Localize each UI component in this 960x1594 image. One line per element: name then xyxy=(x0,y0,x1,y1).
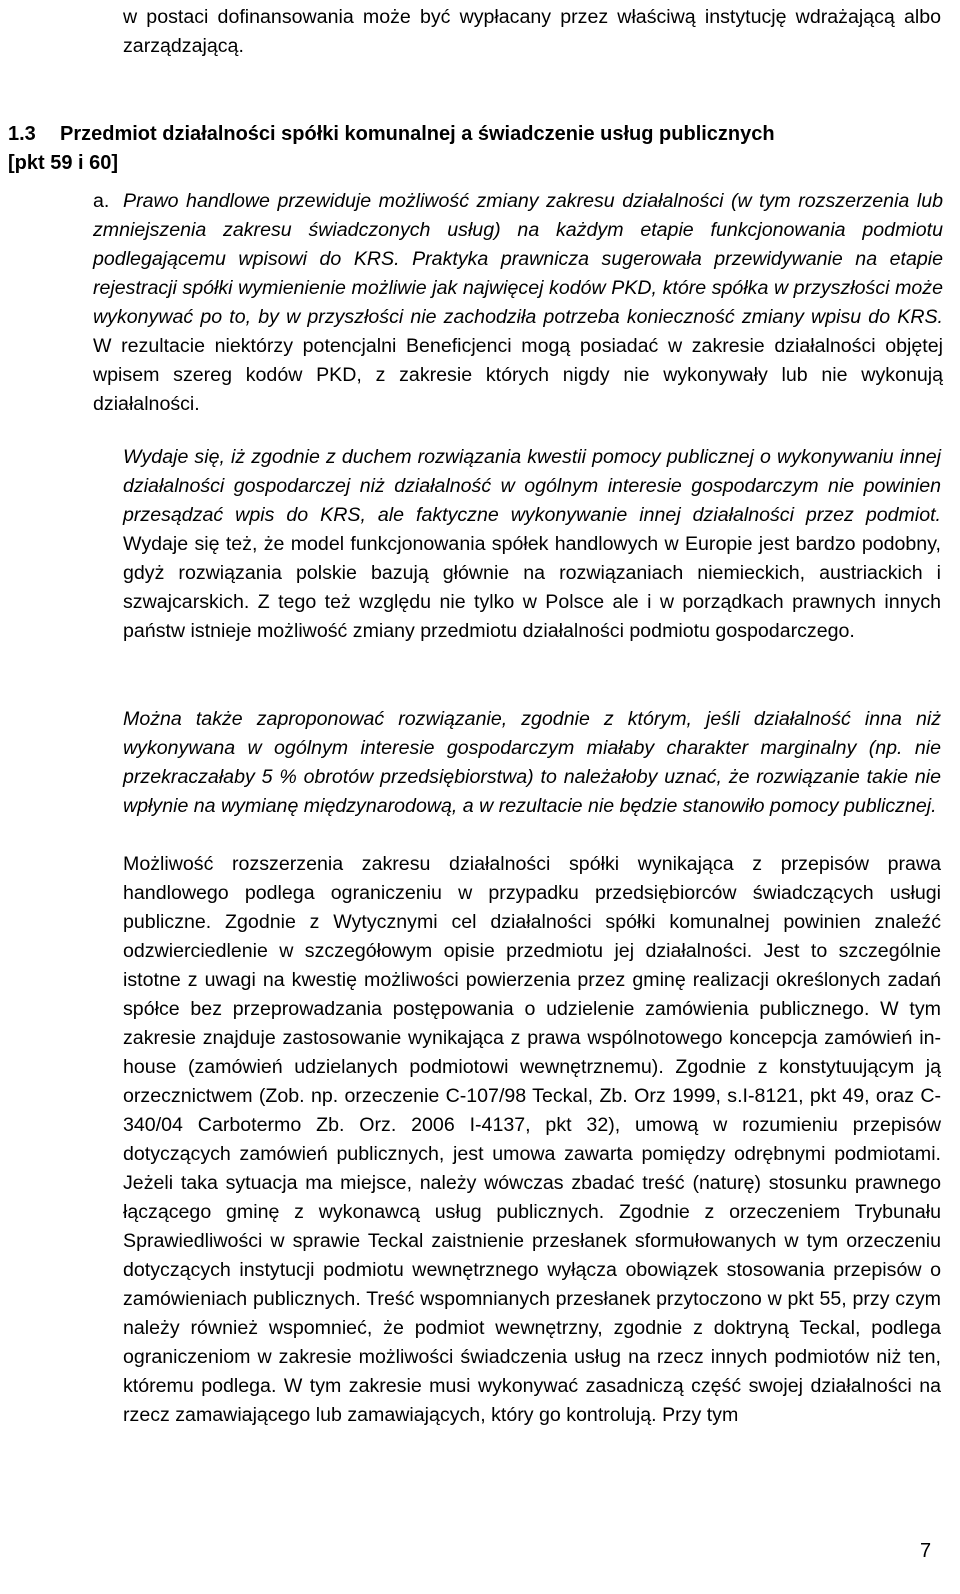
item-a-upright-text: W rezultacie niektórzy potencjalni Beneficjenci mogą posiadać w zakresie działalności objętej wpisem szereg kodów PKD, z zakresie których nigdy nie wykonywały lub nie wykonują działalności. xyxy=(93,335,943,415)
page-number: 7 xyxy=(920,1540,932,1562)
list-item-a xyxy=(93,187,943,419)
intro-paragraph: w postaci dofinansowania może być wypłacany przez właściwą instytucję wdrażającą albo zarządzającą. xyxy=(123,6,941,57)
paragraph-3: Można także zaproponować rozwiązanie, zgodnie z którym, jeśli działalność inna niż wykonywana w ogólnym interesie gospodarczym miałaby charakter marginalny (np. nie przekraczałaby 5 % obrotów przedsiębiorstwa) to należałoby uznać, że rozwiązanie takie nie wpłynie na wymianę międzynarodową, a w rezultacie nie będzie stanowiło pomocy publicznej. xyxy=(123,708,941,817)
list-marker: a. xyxy=(93,190,110,212)
paragraph-4: Możliwość rozszerzenia zakresu działalności spółki wynikająca z przepisów prawa handlowego podlega ograniczeniu w przypadku przedsiębiorców świadczących usługi publiczne. Zgodnie z Wytycznymi cel działalności spółki komunalnej powinien znaleźć odzwierciedlenie w szczegółowym opisie przedmiotu jej działalności. Jest to szczególnie istotne z uwagi na kwestię możliwości powierzenia przez gminę realizacji określonych zadań spółce bez przeprowadzania postępowania o udzielenie zamówienia publicznego. W tym zakresie znajduje zastosowanie wynikająca z prawa wspólnotowego koncepcja zamówień in-house (zamówień udzielanych podmiotowi wewnętrznemu). Zgodnie z konstytuującym ją orzecznictwem (Zob. np. orzeczenie C-107/98 Teckal, Zb. Orz 1999, s.I-8121, pkt 49, oraz C-340/04 Carbotermo Zb. Orz. 2006 I-4137, pkt 32), umową w rozumieniu przepisów dotyczących zamówień publicznych, jest umowa zawarta pomiędzy odrębnymi podmiotami. Jeżeli taka sytuacja ma miejsce, należy wówczas zbadać treść (naturę) stosunku prawnego łączącego gminę z wykonawcą usług publicznych. Zgodnie z orzeczeniem Trybunału Sprawiedliwości w sprawie Teckal zaistnienie przesłanek sformułowanych w tym orzeczeniu dotyczących instytucji podmiotu wewnętrznego wyłącza obowiązek stosowania przepisów o zamówieniach publicznych. Treść wspomnianych przesłanek przytoczono w pkt 55, przy czym należy również wspomnieć, że podmiot wewnętrzny, zgodnie z doktryną Teckal, podlega ograniczeniom w zakresie możliwości świadczenia usług na rzecz innych podmiotów niż ten, któremu podlega. W tym zakresie musi wykonywać zasadniczą część swojej działalności na rzecz zamawiającego lub zamawiających, który go kontrolują. Przy tym xyxy=(123,853,941,1426)
paragraph-2-part1: Wydaje się, iż zgodnie z duchem rozwiązania kwestii pomocy publicznej o wykonywaniu innej działalności gospodarczej niż działalność w ogólnym interesie gospodarczym nie powinien przesądzać wpis do KRS, ale faktyczne wykonywanie innej działalności przez podmiot. xyxy=(123,446,941,526)
paragraph-2 xyxy=(123,443,941,646)
paragraph-2-part3: Z tego też względu nie tylko w Polsce ale i w porządkach prawnych innych państw istnieje możliwość zmiany przedmiotu działalności podmiotu gospodarczego. xyxy=(123,591,941,642)
section-title: Przedmiot działalności spółki komunalnej a świadczenie usług publicznych xyxy=(60,123,775,145)
section-heading xyxy=(8,120,942,178)
section-number: 1.3 xyxy=(8,123,36,145)
item-a-italic-text: Prawo handlowe przewiduje możliwość zmiany zakresu działalności (w tym rozszerzenia lub zmniejszenia zakresu świadczonych usług) na każdym etapie funkcjonowania podmiotu podlegającemu wpisowi do KRS. Praktyka prawnicza sugerowała przewidywanie na etapie rejestracji spółki wymienienie możliwie jak najwięcej kodów PKD, które spółka w przyszłości może wykonywać po to, by w przyszłości nie zachodziła potrzeba konieczność zmiany wpisu do KRS. xyxy=(93,190,943,328)
section-title-cont: [pkt 59 i 60] xyxy=(8,152,119,174)
paragraph-2-part2: Wydaje się też, że model funkcjonowania spółek handlowych w Europie jest bardzo podobny, gdyż rozwiązania polskie bazują głównie na rozwiązaniach niemieckich, austriackich i szwajcarskich. xyxy=(123,533,941,613)
